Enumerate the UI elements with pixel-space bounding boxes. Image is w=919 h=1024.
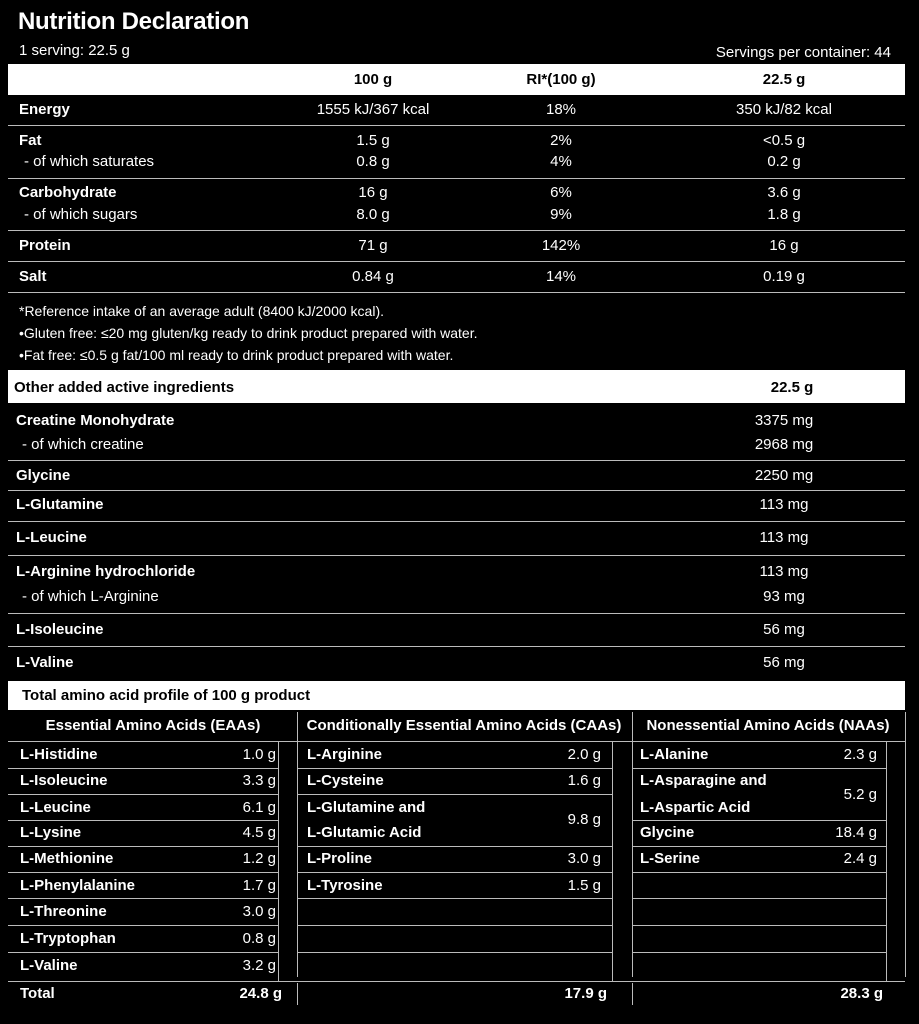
value-100g: 1.5 g	[356, 132, 390, 149]
amino-profile-title: Total amino acid profile of 100 g product	[22, 687, 311, 704]
column-divider	[632, 712, 633, 977]
naa-name: L-Serine	[640, 850, 701, 867]
caa-value: 3.0 g	[567, 850, 601, 867]
col-100g: 100 g	[353, 71, 393, 88]
value-100g: 71 g	[358, 237, 388, 254]
divider	[8, 178, 905, 179]
row-value: 56 mg	[763, 621, 805, 638]
row-label: L-Glutamine	[16, 496, 104, 513]
eaa-name: L-Isoleucine	[20, 772, 108, 789]
row-label: - of which creatine	[22, 436, 144, 453]
row-label: L-Isoleucine	[16, 621, 104, 638]
caa-value: 1.5 g	[567, 877, 601, 894]
row-divider	[632, 952, 887, 953]
row-divider	[8, 952, 279, 953]
naa-name: Glycine	[640, 824, 695, 841]
value-serving: 0.2 g	[767, 153, 801, 170]
value-ri: 4%	[550, 153, 572, 170]
row-value: 3375 mg	[754, 412, 814, 429]
divider	[8, 613, 905, 614]
active-header-value: 22.5 g	[770, 379, 814, 396]
divider	[8, 741, 905, 742]
caa-name: L-Tyrosine	[307, 877, 383, 894]
value-ri: 18%	[545, 101, 577, 118]
row-divider	[632, 925, 887, 926]
row-value: 2968 mg	[754, 436, 814, 453]
naa-value: 2.4 g	[843, 850, 877, 867]
eaa-name: L-Tryptophan	[20, 930, 116, 947]
eaa-name: L-Lysine	[20, 824, 82, 841]
caa-name: L-Arginine	[307, 746, 382, 763]
eaa-name: L-Threonine	[20, 903, 107, 920]
eaa-value: 1.7 g	[242, 877, 276, 894]
row-divider	[297, 768, 613, 769]
column-divider	[612, 742, 613, 982]
nutrition-header	[8, 64, 905, 95]
row-divider	[297, 846, 613, 847]
caa-value: 2.0 g	[567, 746, 601, 763]
row-label: Energy	[19, 101, 70, 118]
divider	[8, 521, 905, 522]
eaa-value: 3.2 g	[242, 957, 276, 974]
row-label: L-Arginine hydrochloride	[16, 563, 196, 580]
row-divider	[632, 872, 887, 873]
page-title: Nutrition Declaration	[18, 8, 250, 35]
value-100g: 1555 kJ/367 kcal	[316, 101, 430, 118]
row-label: L-Valine	[16, 654, 74, 671]
column-divider	[297, 712, 298, 977]
naa-total: 28.3 g	[840, 985, 883, 1002]
row-value: 2250 mg	[754, 467, 814, 484]
naa-value: 2.3 g	[843, 746, 877, 763]
column-divider	[297, 983, 298, 1005]
row-divider	[8, 820, 279, 821]
caa-name-line2: L-Glutamic Acid	[307, 824, 422, 841]
row-label: - of which sugars	[24, 206, 138, 223]
row-divider	[632, 820, 887, 821]
row-label: Glycine	[16, 467, 71, 484]
caa-name: L-Proline	[307, 850, 373, 867]
caa-value: 9.8 g	[567, 811, 601, 828]
eaa-value: 1.2 g	[242, 850, 276, 867]
eaa-total: 24.8 g	[239, 985, 282, 1002]
row-divider	[297, 925, 613, 926]
divider	[8, 261, 905, 262]
row-divider	[8, 846, 279, 847]
row-divider	[8, 768, 279, 769]
row-value: 56 mg	[763, 654, 805, 671]
column-divider	[278, 742, 279, 982]
active-header-label: Other added active ingredients	[14, 379, 235, 396]
row-divider	[632, 898, 887, 899]
value-ri: 9%	[550, 206, 572, 223]
value-100g: 8.0 g	[356, 206, 390, 223]
value-serving: 350 kJ/82 kcal	[736, 101, 832, 118]
total-label: Total	[20, 985, 55, 1002]
active-ingredients-header	[8, 370, 905, 403]
eaa-value: 3.3 g	[242, 772, 276, 789]
eaa-value: 6.1 g	[242, 799, 276, 816]
row-divider	[297, 952, 613, 953]
servings-per-container: Servings per container: 44	[715, 44, 891, 61]
divider	[8, 490, 905, 491]
col-ri: RI*(100 g)	[526, 71, 596, 88]
row-label: L-Leucine	[16, 529, 87, 546]
value-serving: 0.19 g	[763, 268, 805, 285]
row-label: - of which L-Arginine	[22, 588, 159, 605]
divider	[8, 981, 905, 982]
amino-profile-header	[8, 681, 905, 710]
naa-value: 18.4 g	[835, 824, 877, 841]
row-divider	[632, 846, 887, 847]
row-value: 113 mg	[759, 563, 809, 580]
note-fat-free: •Fat free: ≤0.5 g fat/100 ml ready to drink product prepared with water.	[19, 347, 454, 363]
divider	[8, 125, 905, 126]
row-label: Fat	[19, 132, 42, 149]
column-divider	[886, 742, 887, 982]
eaa-header: Essential Amino Acids (EAAs)	[45, 717, 261, 734]
row-label: Salt	[19, 268, 47, 285]
eaa-name: L-Phenylalanine	[20, 877, 136, 894]
column-divider	[632, 983, 633, 1005]
eaa-name: L-Methionine	[20, 850, 114, 867]
row-value: 113 mg	[759, 529, 809, 546]
row-value: 93 mg	[763, 588, 805, 605]
divider	[8, 646, 905, 647]
eaa-value: 0.8 g	[242, 930, 276, 947]
naa-value: 5.2 g	[843, 786, 877, 803]
value-serving: 16 g	[769, 237, 799, 254]
row-label: Creatine Monohydrate	[16, 412, 175, 429]
serving-size: 1 serving: 22.5 g	[19, 42, 130, 59]
value-serving: 3.6 g	[767, 184, 801, 201]
value-ri: 6%	[550, 184, 572, 201]
col-serving: 22.5 g	[762, 71, 806, 88]
caa-header: Conditionally Essential Amino Acids (CAAs)	[306, 717, 622, 734]
divider	[8, 292, 905, 293]
eaa-name: L-Histidine	[20, 746, 98, 763]
row-label: Carbohydrate	[19, 184, 117, 201]
value-100g: 0.8 g	[356, 153, 390, 170]
row-divider	[8, 872, 279, 873]
naa-name-line2: L-Aspartic Acid	[640, 799, 751, 816]
row-divider	[297, 872, 613, 873]
eaa-name: L-Leucine	[20, 799, 91, 816]
value-ri: 142%	[541, 237, 581, 254]
value-100g: 0.84 g	[352, 268, 394, 285]
note-gluten-free: •Gluten free: ≤20 mg gluten/kg ready to drink product prepared with water.	[19, 325, 478, 341]
naa-name: L-Asparagine and	[640, 772, 767, 789]
value-ri: 2%	[550, 132, 572, 149]
footnotes	[19, 300, 478, 366]
row-divider	[8, 898, 279, 899]
row-divider	[297, 794, 613, 795]
caa-name: L-Glutamine and	[307, 799, 426, 816]
row-divider	[8, 925, 279, 926]
eaa-value: 4.5 g	[242, 824, 276, 841]
divider	[8, 555, 905, 556]
value-serving: 1.8 g	[767, 206, 801, 223]
note-reference-intake: *Reference intake of an average adult (8400 kJ/2000 kcal).	[19, 303, 385, 319]
eaa-name: L-Valine	[20, 957, 78, 974]
eaa-value: 3.0 g	[242, 903, 276, 920]
divider	[8, 230, 905, 231]
value-serving: <0.5 g	[762, 132, 806, 149]
row-divider	[632, 768, 887, 769]
value-ri: 14%	[545, 268, 577, 285]
caa-name: L-Cysteine	[307, 772, 384, 789]
value-100g: 16 g	[358, 184, 388, 201]
caa-total: 17.9 g	[564, 985, 607, 1002]
row-divider	[8, 794, 279, 795]
row-label: - of which saturates	[24, 153, 155, 170]
caa-value: 1.6 g	[567, 772, 601, 789]
divider	[8, 460, 905, 461]
eaa-value: 1.0 g	[242, 746, 276, 763]
naa-name: L-Alanine	[640, 746, 709, 763]
naa-header: Nonessential Amino Acids (NAAs)	[646, 717, 890, 734]
column-divider	[905, 712, 906, 977]
row-label: Protein	[19, 237, 71, 254]
row-value: 113 mg	[759, 496, 809, 513]
row-divider	[297, 898, 613, 899]
